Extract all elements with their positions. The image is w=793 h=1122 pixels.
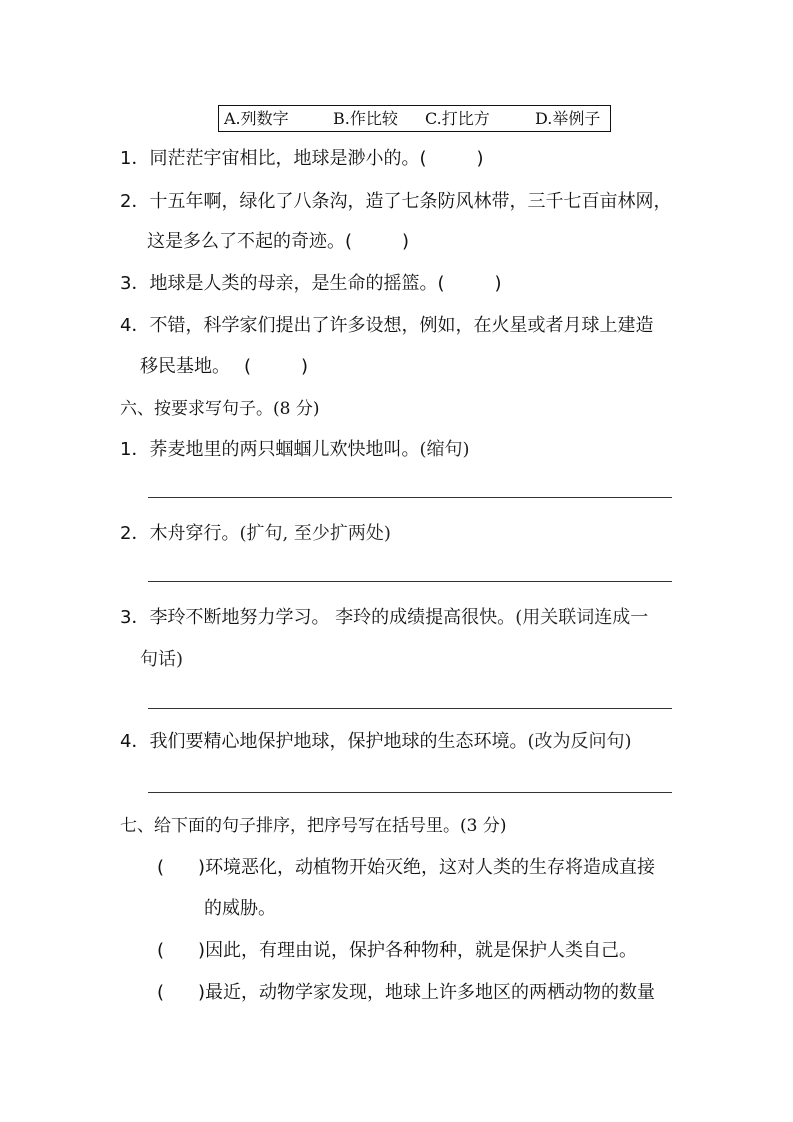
question-number: 1． [120,148,150,169]
answer-paren-close: ) [476,148,484,169]
answer-paren-open: ( [244,356,252,377]
answer-paren-open: ( [345,231,353,252]
ordering-text-line1: 环境恶化，动植物开始灭绝，这对人类的生存将造成直接 [205,857,656,878]
order-paren-open: ( [157,857,165,878]
question-text-line1: 不错，科学家们提出了许多设想，例如，在火星或者月球上建造 [149,315,654,336]
answer-line[interactable] [148,708,672,709]
question-5-2 [120,190,671,214]
section-title-text: 六、按要求写句子。 [120,399,273,419]
question-hint-line2: 句话) [140,649,184,670]
order-paren-close: ) [198,940,206,961]
question-5-2-cont [147,230,409,254]
order-paren-open: ( [157,940,165,961]
ordering-item-1 [157,856,655,880]
answer-line[interactable] [148,497,672,498]
question-number: 3． [120,273,150,294]
answer-paren-close: ) [301,356,309,377]
question-number: 3． [120,607,150,628]
question-text: 荞麦地里的两只蝈蝈儿欢快地叫。 [149,439,420,460]
question-text: 同茫茫宇宙相比，地球是渺小的。 [149,148,420,169]
answer-line[interactable] [148,792,672,793]
ordering-text-line1: 因此，有理由说，保护各种物种，就是保护人类自己。 [205,940,638,961]
question-text: 地球是人类的母亲，是生命的摇篮。 [149,273,438,294]
question-text: 李玲不断地努力学习。 李玲的成绩提高很快。 [149,607,516,628]
question-text: 我们要精心地保护地球，保护地球的生态环境。 [149,731,528,752]
ordering-text-line2: 的威胁。 [204,898,276,919]
question-6-3-cont [140,648,183,672]
ordering-item-2 [157,939,637,963]
order-paren-close: ) [198,857,206,878]
question-5-1 [120,147,484,171]
question-number: 1． [120,439,150,460]
question-hint: (扩句, 至少扩两处) [239,523,391,544]
question-text-line2: 移民基地。 [140,356,230,377]
option-b: B.作比较 [333,109,398,128]
question-5-4-cont [140,355,308,379]
answer-line[interactable] [148,581,672,582]
question-6-2 [120,522,391,546]
question-6-4 [120,730,632,754]
ordering-text-line1: 最近，动物学家发现，地球上许多地区的两栖动物的数量 [205,982,656,1003]
answer-paren-open: ( [437,273,445,294]
question-hint-line1: (用关联词连成一 [515,607,649,628]
options-box [218,105,611,132]
answer-paren-open: ( [419,148,427,169]
ordering-item-1-cont [204,897,276,921]
question-6-3 [120,606,648,630]
section-6-title [120,397,319,421]
question-text-line1: 十五年啊，绿化了八条沟，造了七条防风林带，三千七百亩林网， [149,191,672,212]
question-6-1 [120,438,470,462]
order-paren-close: ) [198,982,206,1003]
ordering-item-3 [157,981,655,1005]
question-number: 2． [120,191,150,212]
question-5-3 [120,272,502,296]
section-score: (3 分) [460,816,507,836]
order-paren-open: ( [157,982,165,1003]
question-number: 2． [120,523,150,544]
question-hint: (缩句) [419,439,470,460]
question-text-line2: 这是多么了不起的奇迹。 [147,231,345,252]
section-7-title [120,814,506,838]
option-a: A.列数字 [224,109,289,128]
question-number: 4． [120,315,150,336]
question-5-4 [120,314,653,338]
option-c: C.打比方 [425,109,490,128]
question-hint: (改为反问句) [527,731,632,752]
option-d: D.举例子 [535,109,601,128]
question-number: 4． [120,731,150,752]
section-title-text: 七、给下面的句子排序，把序号写在括号里。 [120,816,460,836]
question-text: 木舟穿行。 [149,523,240,544]
section-score: (8 分) [273,399,320,419]
answer-paren-close: ) [494,273,502,294]
answer-paren-close: ) [402,231,410,252]
